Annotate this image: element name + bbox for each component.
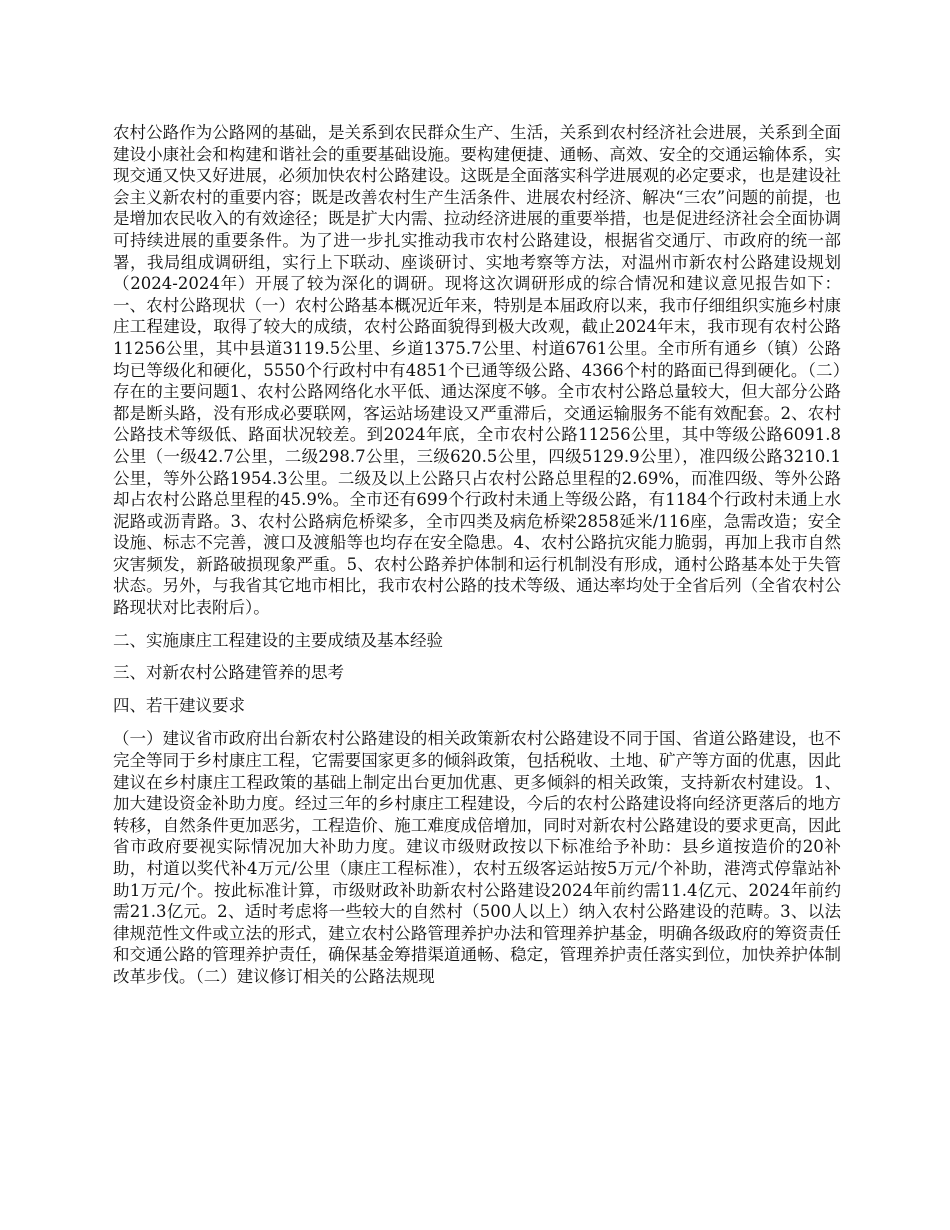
section-heading-2: 二、实施康庄工程建设的主要成绩及基本经验 xyxy=(113,630,443,650)
recommendation-paragraph: （一）建议省市政府出台新农村公路建设的相关政策新农村公路建设不同于国、省道公路建设，也不完全等同于乡村康庄工程，它需要国家更多的倾斜政策，包括税收、土地、矿产等方面的优惠，因此建议在乡村康庄工程政策的基础上制定出台更加优惠、更多倾斜的相关政策，支持新农村建设。1、加大建设资金补助力度。经过三年的乡村康庄工程建设，今后的农村公路建设将向经济更落后的地方转移，自然条件更加恶劣，工程造价、施工难度成倍增加，同时对新农村公路建设的要求更高，因此省市政府要视实际情况加大补助力度。建议市级财政按以下标准给予补助：县乡道按造价的20补助，村道以奖代补4万元/公里（康庄工程标准），农村五级客运站按5万元/个补助，港湾式停靠站补助1万元/个。按此标准计算，市级财政补助新农村公路建设2024年前约需11.4亿元、2024年前约需21.3亿元。2、适时考虑将一些较大的自然村（500人以上）纳入农村公路建设的范畴。3、以法律规范性文件或立法的形式，建立农村公路管理养护办法和管理养护基金，明确各级政府的筹资责任和交通公路的管理养护责任，确保基金筹措渠道通畅、稳定，管理养护责任落实到位，加快养护体制改革步伐。（二）建议修订相关的公路法规现 xyxy=(113,729,841,986)
document-page xyxy=(113,122,841,988)
intro-paragraph: 农村公路作为公路网的基础，是关系到农民群众生产、生活，关系到农村经济社会进展，关系到全面建设小康社会和构建和谐社会的重要基础设施。要构建便捷、通畅、高效、安全的交通运输体系，实现交通又快又好进展，必须加快农村公路建设。这既是全面落实科学进展观的必定要求，也是建设社会主义新农村的重要内容；既是改善农村生产生活条件、进展农村经济、解决“三农”问题的前提，也是增加农民收入的有效途径；既是扩大内需、拉动经济进展的重要举措，也是促进经济社会全面协调可持续进展的重要条件。为了进一步扎实推动我市农村公路建设，根据省交通厅、市政府的统一部署，我局组成调研组，实行上下联动、座谈研讨、实地考察等方法，对温州市新农村公路建设规划（2024-2024年）开展了较为深化的调研。现将这次调研形成的综合情况和建议意见报告如下：一、农村公路现状（一）农村公路基本概况近年来，特别是本届政府以来，我市仔细组织实施乡村康庄工程建设，取得了较大的成绩，农村公路面貌得到极大改观，截止2024年末，我市现有农村公路11256公里，其中县道3119.5公里、乡道1375.7公里、村道6761公里。全市所有通乡（镇）公路均已等级化和硬化，5550个行政村中有4851个已通等级公路、4366个村的路面已得到硬化。（二）存在的主要问题1、农村公路网络化水平低、通达深度不够。全市农村公路总量较大，但大部分公路都是断头路，没有形成必要联网，客运站场建设又严重滞后，交通运输服务不能有效配套。2、农村公路技术等级低、路面状况较差。到2024年底，全市农村公路11256公里，其中等级公路6091.8公里（一级42.7公里，二级298.7公里，三级620.5公里，四级5129.9公里），准四级公路3210.1公里，等外公路1954.3公里。二级及以上公路只占农村公路总里程的2.69%，而准四级、等外公路却占农村公路总里程的45.9%。全市还有699个行政村未通上等级公路，有1184个行政村未通上水泥路或沥青路。3、农村公路病危桥梁多，全市四类及病危桥梁2858延米/116座，急需改造；安全设施、标志不完善，渡口及渡船等也均存在安全隐患。4、农村公路抗灾能力脆弱，再加上我市自然灾害频发，新路破损现象严重。5、农村公路养护体制和运行机制没有形成，通村公路基本处于失管状态。另外，与我省其它地市相比，我市农村公路的技术等级、通达率均处于全省后列（全省农村公路现状对比表附后）。 xyxy=(113,123,841,618)
section-heading-3: 三、对新农村公路建管养的思考 xyxy=(113,663,344,683)
section-heading-4: 四、若干建议要求 xyxy=(113,695,245,715)
